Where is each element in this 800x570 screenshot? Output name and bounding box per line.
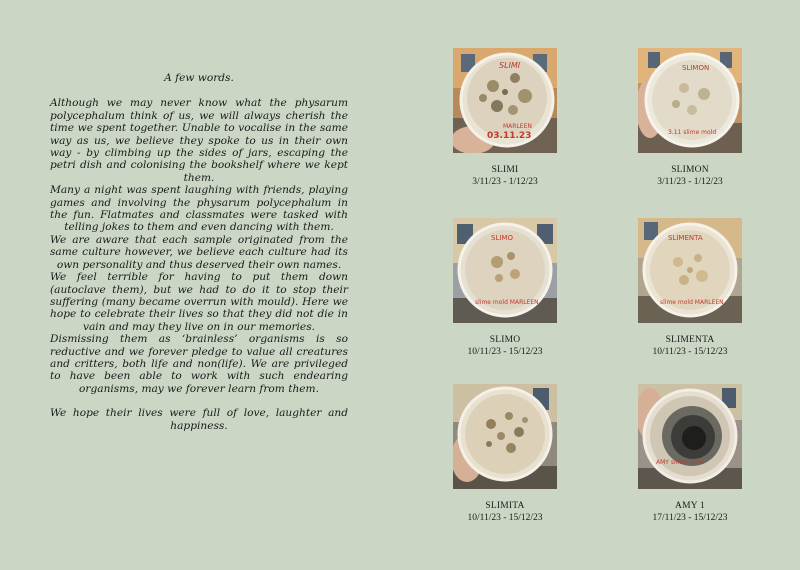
- culture-dates: 10/11/23 - 15/12/23: [652, 347, 728, 357]
- culture-dates: 10/11/23 - 15/12/23: [467, 513, 543, 523]
- culture-card-slimo: [435, 218, 575, 358]
- culture-dates: 3/11/23 - 1/12/23: [472, 177, 538, 187]
- petri-dish-photo: [453, 48, 557, 153]
- dish-date-label: 03.11.23: [487, 131, 532, 141]
- paragraph-4: We feel terrible for having to put them down (autoclave them), but we had to do it to stop their suffering (many became overrun with mould). Here we hope to celebrate their lives so that they did not die in vain and may they live on in our memories.: [50, 271, 348, 333]
- paragraph-2: Many a night was spent laughing with friends, playing games and involving the physarum polycephalum in the fun. Flatmates and classmates were tasked with telling jokes to them and even dancing with them.: [50, 184, 348, 234]
- culture-card-slimi: [435, 48, 575, 188]
- culture-card-slimon: [620, 48, 760, 188]
- culture-name: SLIMENTA: [665, 335, 715, 345]
- culture-name: SLIMON: [671, 165, 709, 175]
- culture-dates: 3/11/23 - 1/12/23: [657, 177, 723, 187]
- svg-text:MARLEEN: MARLEEN: [503, 123, 532, 130]
- memorial-text: [50, 72, 348, 432]
- paragraph-3: We are aware that each sample originated from the same culture however, we believe each culture had its own personality and thus deserved their own names.: [50, 233, 348, 271]
- petri-dish-photo: [638, 48, 742, 153]
- svg-text:SLIMI: SLIMI: [499, 61, 521, 70]
- culture-name: SLIMO: [489, 335, 521, 345]
- culture-card-slimita: [435, 384, 575, 524]
- closing-paragraph: We hope their lives were full of love, laughter and happiness.: [50, 407, 348, 432]
- text-heading: A few words.: [164, 72, 234, 84]
- paragraph-1: Although we may never know what the physarum polycephalum think of us, we will always cherish the time we spent together. Unable to vocalise in the same way as us, we believe they spoke to us in their own way - by climbing up the sides of jars, escaping the petri dish and colonising the bookshelf where we kept them.: [50, 97, 348, 184]
- svg-text:AMY slime mold: AMY slime mold: [656, 459, 704, 466]
- culture-dates: 10/11/23 - 15/12/23: [467, 347, 543, 357]
- culture-card-slimenta: [620, 218, 760, 358]
- svg-text:SLIMO: SLIMO: [491, 234, 513, 242]
- petri-dish-photo: [453, 384, 557, 489]
- svg-text:3.11 slime mold: 3.11 slime mold: [668, 129, 717, 136]
- culture-name: SLIMI: [491, 165, 519, 175]
- svg-text:SLIMON: SLIMON: [682, 64, 710, 72]
- culture-dates: 17/11/23 - 15/12/23: [652, 513, 728, 523]
- petri-dish-photo: [638, 218, 742, 323]
- svg-text:SLIMENTA: SLIMENTA: [668, 234, 703, 242]
- petri-dish-photo: [453, 218, 557, 323]
- petri-dish-photo: [638, 384, 742, 489]
- svg-text:slime mold MARLEEN: slime mold MARLEEN: [475, 299, 539, 306]
- paragraph-5: Dismissing them as ‘brainless’ organisms is so reductive and we forever pledge to value all creatures and critters, both life and non(life). We are privileged to have been able to work with such endearing organisms, may we forever learn from them.: [50, 333, 348, 395]
- culture-card-amy-1: [620, 384, 760, 524]
- culture-name: SLIMITA: [485, 501, 525, 511]
- svg-text:slime mold MARLEEN: slime mold MARLEEN: [660, 299, 724, 306]
- culture-name: AMY 1: [675, 501, 705, 511]
